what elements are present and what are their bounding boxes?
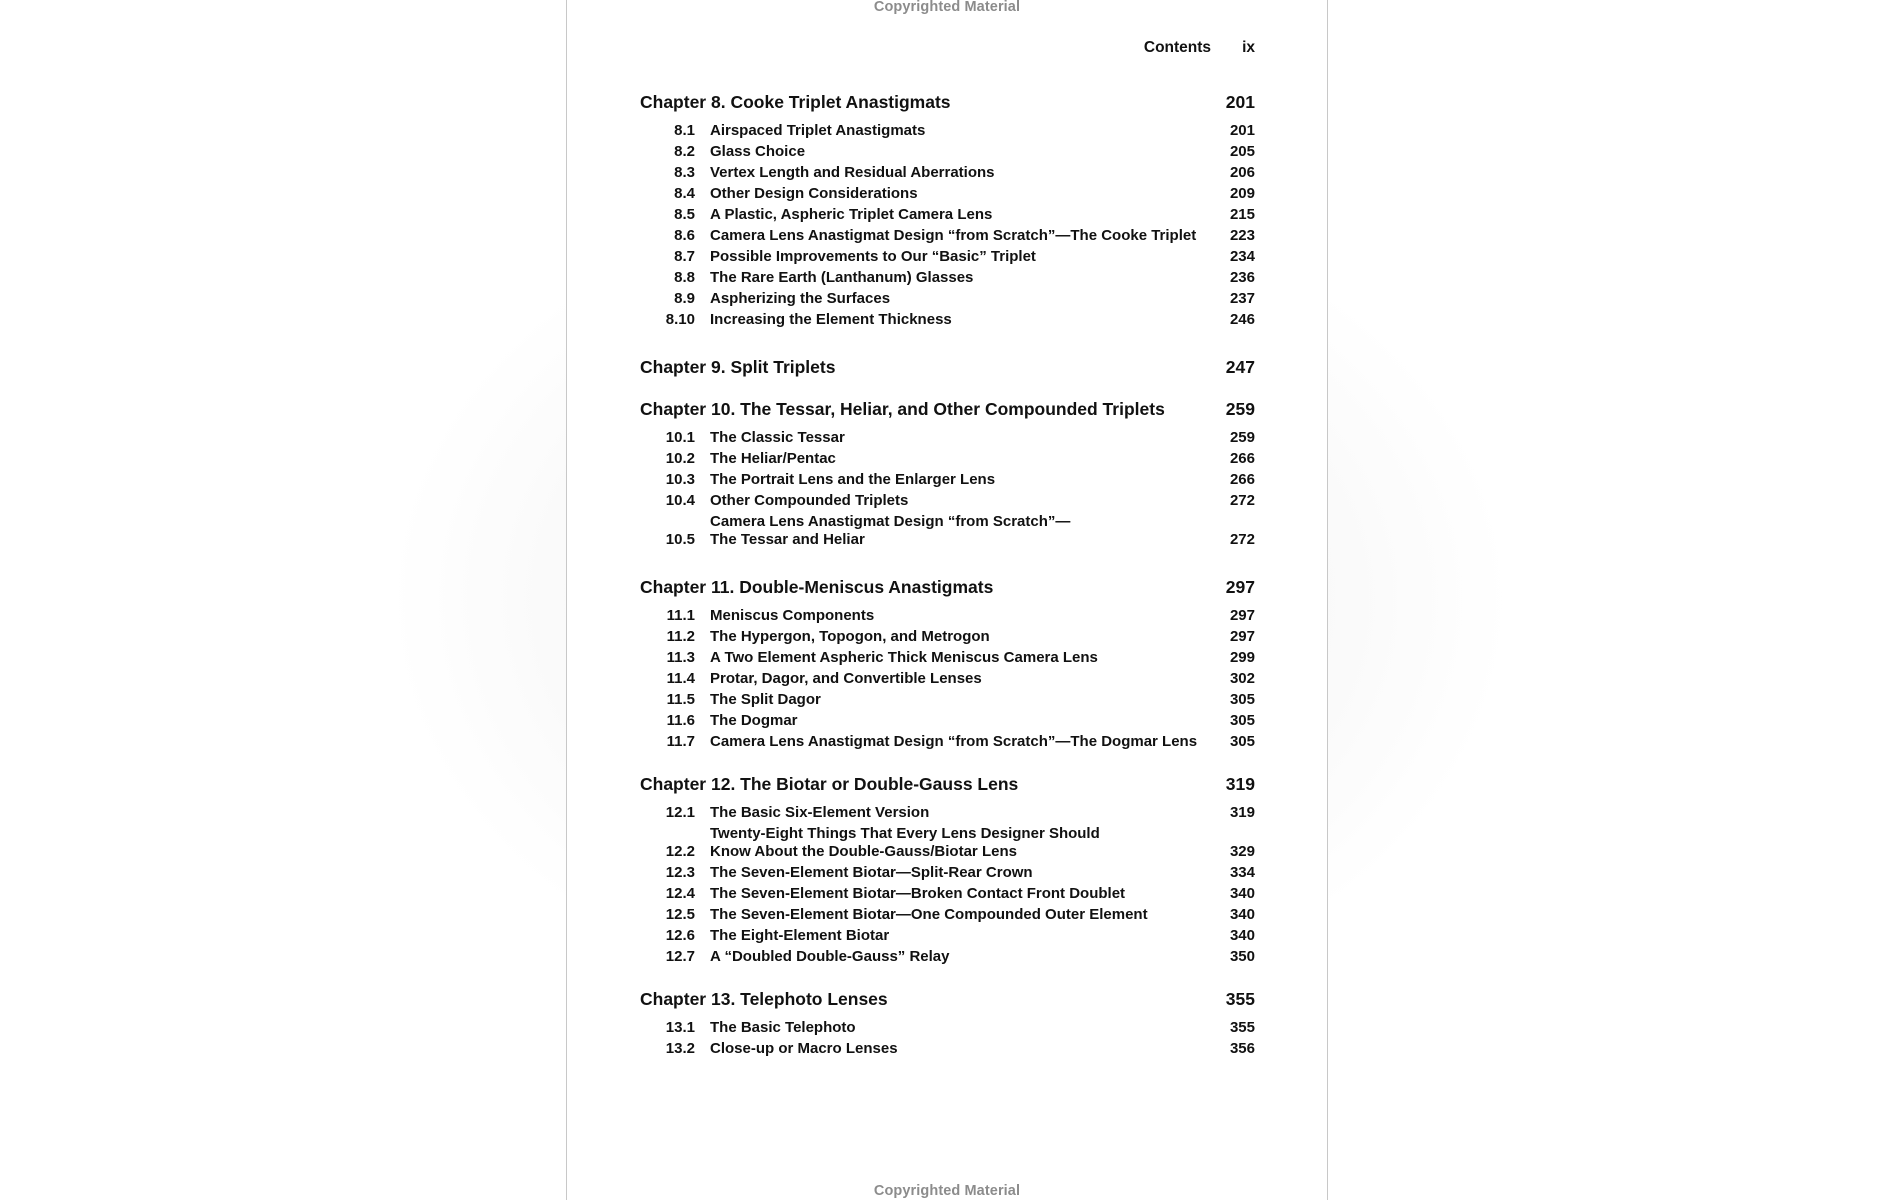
section-number: 11.4 [666,670,695,687]
section-title-line: Camera Lens Anastigmat Design “from Scratch”—The Dogmar Lens [710,733,1198,750]
watermark-bottom: Copyrighted Material [873,1183,1021,1199]
section-number: 12.5 [665,906,695,923]
section-title [710,143,1215,161]
toc-chapter-entry [640,355,1255,379]
section-page-number: 209 [1229,185,1255,202]
section-title [710,269,1215,287]
toc-section-entry [640,927,1255,945]
section-number: 8.5 [674,206,695,223]
chapter-title: Chapter 8. Cooke Triplet Anastigmats [640,92,951,112]
chapter-sections [640,122,1255,329]
chapter-title: Chapter 11. Double-Meniscus Anastigmats [640,577,994,597]
chapter-title: Chapter 13. Telephoto Lenses [640,989,888,1009]
section-page-number: 215 [1229,206,1255,223]
section-title-line: Know About the Double-Gauss/Biotar Lens [710,843,1017,860]
section-title-line: A “Doubled Double-Gauss” Relay [710,948,950,965]
section-title-line: Glass Choice [710,143,806,160]
chapter-sections [640,1019,1255,1058]
section-title-line: Vertex Length and Residual Aberrations [710,164,995,181]
section-title-line: The Dogmar [710,712,798,729]
section-page-number: 305 [1229,712,1255,729]
section-page-number: 266 [1229,471,1255,488]
chapter-spacer [640,552,1255,575]
chapter-spacer [640,754,1255,772]
chapter-spacer [640,969,1255,987]
section-title [710,492,1215,510]
chapter-title: Chapter 12. The Biotar or Double-Gauss Lens [640,774,1019,794]
section-page-number: 201 [1229,122,1255,139]
chapter-title: Chapter 9. Split Triplets [640,357,836,377]
section-title [710,290,1215,308]
toc-section-entry [640,122,1255,140]
section-title [710,429,1215,447]
section-number: 8.10 [665,311,695,328]
section-title [710,227,1215,245]
section-title [710,927,1215,945]
section-number: 10.1 [665,429,695,446]
toc-section-entry [640,733,1255,751]
section-title-line: Increasing the Element Thickness [710,311,952,328]
toc-section-entry [640,290,1255,308]
section-title-line: The Basic Telephoto [710,1019,856,1036]
toc-section-entry [640,429,1255,447]
section-number: 11.3 [666,649,695,666]
section-title-line: Camera Lens Anastigmat Design “from Scratch”—The Cooke Triplet [710,227,1197,244]
toc-section-entry [640,804,1255,822]
toc-section-entry [640,670,1255,688]
toc-chapter-entry [640,397,1255,421]
section-title [710,450,1215,468]
chapter-spacer [640,332,1255,355]
section-title [710,628,1215,646]
section-title-line: Airspaced Triplet Anastigmats [710,122,926,139]
section-number: 11.6 [666,712,695,729]
section-number: 13.1 [665,1019,695,1036]
section-title [710,712,1215,730]
section-title-line: The Seven-Element Biotar—One Compounded Outer Element [710,906,1148,923]
section-page-number: 259 [1229,429,1255,446]
section-number: 8.4 [674,185,695,202]
section-title-line: Protar, Dagor, and Convertible Lenses [710,670,982,687]
section-number: 11.1 [666,607,695,624]
section-title [710,607,1215,625]
section-number: 10.3 [665,471,695,488]
section-title [710,471,1215,489]
chapter-sections [640,804,1255,966]
section-page-number: 302 [1229,670,1255,687]
toc-section-entry [640,227,1255,245]
chapter-page-number: 355 [1225,989,1255,1009]
section-title-line: A Two Element Aspheric Thick Meniscus Camera Lens [710,649,1098,666]
section-title-line: The Portrait Lens and the Enlarger Lens [710,471,996,488]
section-number: 10.5 [665,531,695,548]
toc-section-entry [640,906,1255,924]
chapter-page-number: 259 [1225,399,1255,419]
section-number: 8.9 [674,290,695,307]
section-page-number: 297 [1229,628,1255,645]
section-number: 13.2 [665,1040,695,1057]
section-title [710,1040,1215,1058]
toc-chapter-entry [640,90,1255,114]
section-page-number: 299 [1229,649,1255,666]
section-page-number: 319 [1229,804,1255,821]
toc-section-entry [640,1040,1255,1058]
section-number: 11.2 [666,628,695,645]
section-title [710,670,1215,688]
section-title [710,864,1215,882]
toc-section-entry [640,248,1255,266]
section-number: 8.8 [674,269,695,286]
section-number: 8.2 [674,143,695,160]
toc-section-entry [640,143,1255,161]
section-page-number: 305 [1229,733,1255,750]
section-page-number: 356 [1229,1040,1255,1057]
chapter-spacer [640,379,1255,397]
section-title [710,185,1215,203]
section-number: 8.3 [674,164,695,181]
section-title [710,164,1215,182]
section-title-line: Close-up or Macro Lenses [710,1040,898,1057]
section-title-line: The Eight-Element Biotar [710,927,890,944]
toc-section-entry [640,492,1255,510]
section-title-line: A Plastic, Aspheric Triplet Camera Lens [710,206,993,223]
section-number: 12.6 [665,927,695,944]
section-page-number: 223 [1229,227,1255,244]
section-title-line: Aspherizing the Surfaces [710,290,891,307]
toc-section-entry [640,185,1255,203]
section-number: 10.4 [665,492,695,509]
section-number: 8.1 [674,122,695,139]
section-page-number: 237 [1229,290,1255,307]
section-page-number: 329 [1229,843,1255,860]
section-title-line: The Heliar/Pentac [710,450,836,467]
section-title-line: Twenty-Eight Things That Every Lens Designer Should [710,825,1100,842]
page-number: ix [1242,39,1255,56]
section-number: 12.7 [665,948,695,965]
toc-section-entry [640,450,1255,468]
section-title-line: The Rare Earth (Lanthanum) Glasses [710,269,974,286]
section-title [710,122,1215,140]
section-page-number: 236 [1229,269,1255,286]
section-page-number: 350 [1229,948,1255,965]
section-number: 11.5 [666,691,695,708]
chapter-page-number: 201 [1225,92,1255,112]
chapter-sections [640,429,1255,549]
toc-section-entry [640,164,1255,182]
section-page-number: 272 [1229,492,1255,509]
toc-section-entry [640,864,1255,882]
section-title-line: Camera Lens Anastigmat Design “from Scratch”— [710,513,1071,530]
section-title-line: The Tessar and Heliar [710,531,865,548]
section-page-number: 340 [1229,906,1255,923]
section-page-number: 206 [1229,164,1255,181]
section-number: 11.7 [666,733,695,750]
book-page [566,0,1328,1200]
section-page-number: 205 [1229,143,1255,160]
section-title [710,885,1215,903]
section-title [710,825,1215,861]
section-title-line: Other Design Considerations [710,185,918,202]
chapter-page-number: 247 [1225,357,1255,377]
chapter-page-number: 319 [1225,774,1255,794]
section-title [710,513,1215,549]
section-title [710,649,1215,667]
section-title [710,948,1215,966]
section-title-line: Possible Improvements to Our “Basic” Triplet [710,248,1036,265]
table-of-contents [640,90,1255,1061]
section-title [710,248,1215,266]
section-title [710,206,1215,224]
section-title-line: Meniscus Components [710,607,875,624]
watermark-top: Copyrighted Material [873,0,1021,15]
toc-section-entry [640,712,1255,730]
section-number: 10.2 [665,450,695,467]
section-page-number: 272 [1229,531,1255,548]
section-page-number: 340 [1229,927,1255,944]
toc-section-entry [640,311,1255,329]
chapter-page-number: 297 [1225,577,1255,597]
section-title-line: The Seven-Element Biotar—Split-Rear Crown [710,864,1033,881]
section-page-number: 266 [1229,450,1255,467]
toc-section-entry [640,607,1255,625]
section-page-number: 340 [1229,885,1255,902]
toc-section-entry [640,691,1255,709]
section-page-number: 246 [1229,311,1255,328]
toc-section-entry [640,649,1255,667]
chapter-title: Chapter 10. The Tessar, Heliar, and Other Compounded Triplets [640,399,1165,419]
section-number: 8.7 [674,248,695,265]
section-page-number: 355 [1229,1019,1255,1036]
toc-chapter-entry [640,987,1255,1011]
section-number: 8.6 [674,227,695,244]
section-title-line: The Split Dagor [710,691,821,708]
toc-chapter-entry [640,772,1255,796]
section-title-line: Other Compounded Triplets [710,492,909,509]
running-head [1144,39,1255,57]
section-title-line: The Classic Tessar [710,429,845,446]
toc-section-entry [640,948,1255,966]
section-page-number: 305 [1229,691,1255,708]
section-page-number: 234 [1229,248,1255,265]
running-head-label: Contents [1143,39,1212,56]
toc-section-entry [640,1019,1255,1037]
section-title [710,733,1215,751]
toc-section-entry [640,471,1255,489]
toc-section-entry [640,513,1255,549]
toc-section-entry [640,628,1255,646]
toc-section-entry [640,206,1255,224]
section-title [710,804,1215,822]
section-page-number: 334 [1229,864,1255,881]
toc-section-entry [640,825,1255,861]
section-title [710,691,1215,709]
section-number: 12.4 [665,885,695,902]
section-title [710,311,1215,329]
toc-section-entry [640,269,1255,287]
section-title-line: The Basic Six-Element Version [710,804,930,821]
section-title-line: The Hypergon, Topogon, and Metrogon [710,628,990,645]
section-number: 12.2 [665,843,695,860]
section-title [710,906,1215,924]
toc-chapter-entry [640,575,1255,599]
section-title [710,1019,1215,1037]
section-number: 12.3 [665,864,695,881]
section-number: 12.1 [665,804,695,821]
chapter-sections [640,607,1255,751]
section-title-line: The Seven-Element Biotar—Broken Contact Front Doublet [710,885,1126,902]
toc-section-entry [640,885,1255,903]
section-page-number: 297 [1229,607,1255,624]
